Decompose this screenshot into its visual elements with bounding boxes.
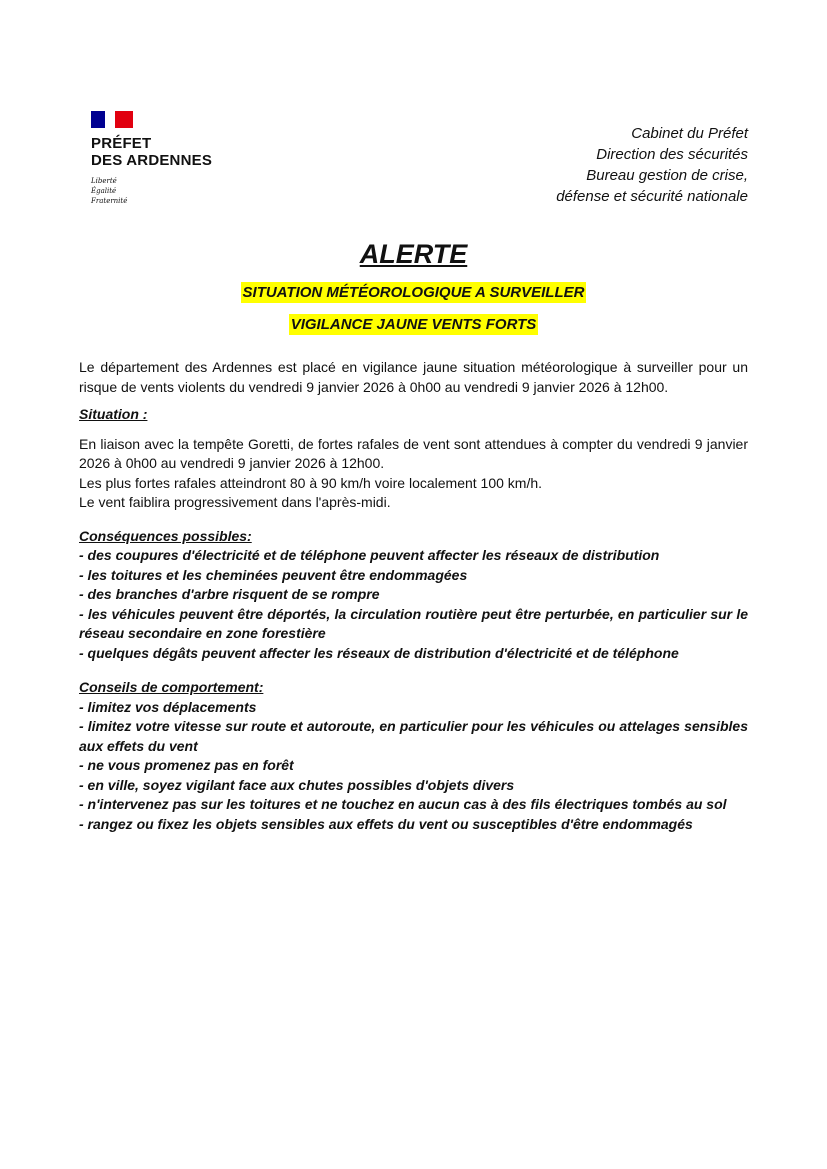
service-line: Direction des sécurités [596,146,748,163]
list-item: - n'intervenez pas sur les toitures et ne touchez en aucun cas à des fils électriques tombés au sol [79,796,727,812]
devise-line: Fraternité [91,197,128,205]
list-item: - en ville, soyez vigilant face aux chutes possibles d'objets divers [79,776,515,793]
list-item: - rangez ou fixez les objets sensibles aux effets du vent ou susceptibles d'être endommagés [79,815,693,832]
subtitle-situation [0,284,827,301]
subtitle-vigilance-text: VIGILANCE JAUNE VENTS FORTS [290,316,537,333]
list-item: - limitez vos déplacements [79,698,257,715]
devise [91,176,231,206]
conseils-section [79,678,748,834]
service-address [556,123,748,207]
service-line: défense et sécurité nationale [556,188,748,205]
list-item: - quelques dégâts peuvent affecter les réseaux de distribution d'électricité et de téléphone [79,644,679,661]
consequences-section [79,527,748,664]
document-body [79,358,748,849]
alert-title: ALERTE [359,239,468,269]
list-item: - limitez votre vitesse sur route et autoroute, en particulier pour les véhicules ou attelages sensibles aux effets du vent [79,718,748,754]
list-item: - des coupures d'électricité et de téléphone peuvent affecter les réseaux de distribution [79,547,660,563]
situation-line: Le vent faiblira progressivement dans l'après-midi. [79,494,391,510]
subtitle-situation-text: SITUATION MÉTÉOROLOGIQUE A SURVEILLER [242,284,585,301]
prefet-line-2: DES ARDENNES [91,152,213,169]
conseils-title: Conseils de comportement: [79,679,264,695]
marianne-flag-icon [91,111,133,128]
situation-title: Situation : [79,406,148,422]
consequences-title: Conséquences possibles: [79,527,252,544]
situation-line: En liaison avec la tempête Goretti, de fortes rafales de vent sont attendues à compter du vendredi 9 janvier 2026 à 0h00 au vendredi 9 janvier 2026 à 12h00. [79,435,748,471]
list-item: - les toitures et les cheminées peuvent être endommagées [79,566,468,583]
situation-line: Les plus fortes rafales atteindront 80 à 90 km/h voire localement 100 km/h. [79,474,543,491]
list-item: - des branches d'arbre risquent de se rompre [79,586,380,602]
service-line: Cabinet du Préfet [631,125,748,142]
prefecture-logo [91,111,231,206]
situation-text [79,435,748,513]
prefet-line-1: PRÉFET [91,135,152,152]
service-line: Bureau gestion de crise, [586,167,748,184]
subtitle-vigilance [0,316,827,333]
devise-line: Égalité [91,187,117,195]
devise-line: Liberté [91,177,117,185]
list-item: - les véhicules peuvent être déportés, la circulation routière peut être perturbée, en particulier sur le réseau secondaire en zone forestière [79,605,748,641]
list-item: - ne vous promenez pas en forêt [79,757,294,773]
intro-paragraph: Le département des Ardennes est placé en vigilance jaune situation météorologique à surveiller pour un risque de vents violents du vendredi 9 janvier 2026 à 0h00 au vendredi 9 janvier 2026 à 12h00. [79,359,748,395]
